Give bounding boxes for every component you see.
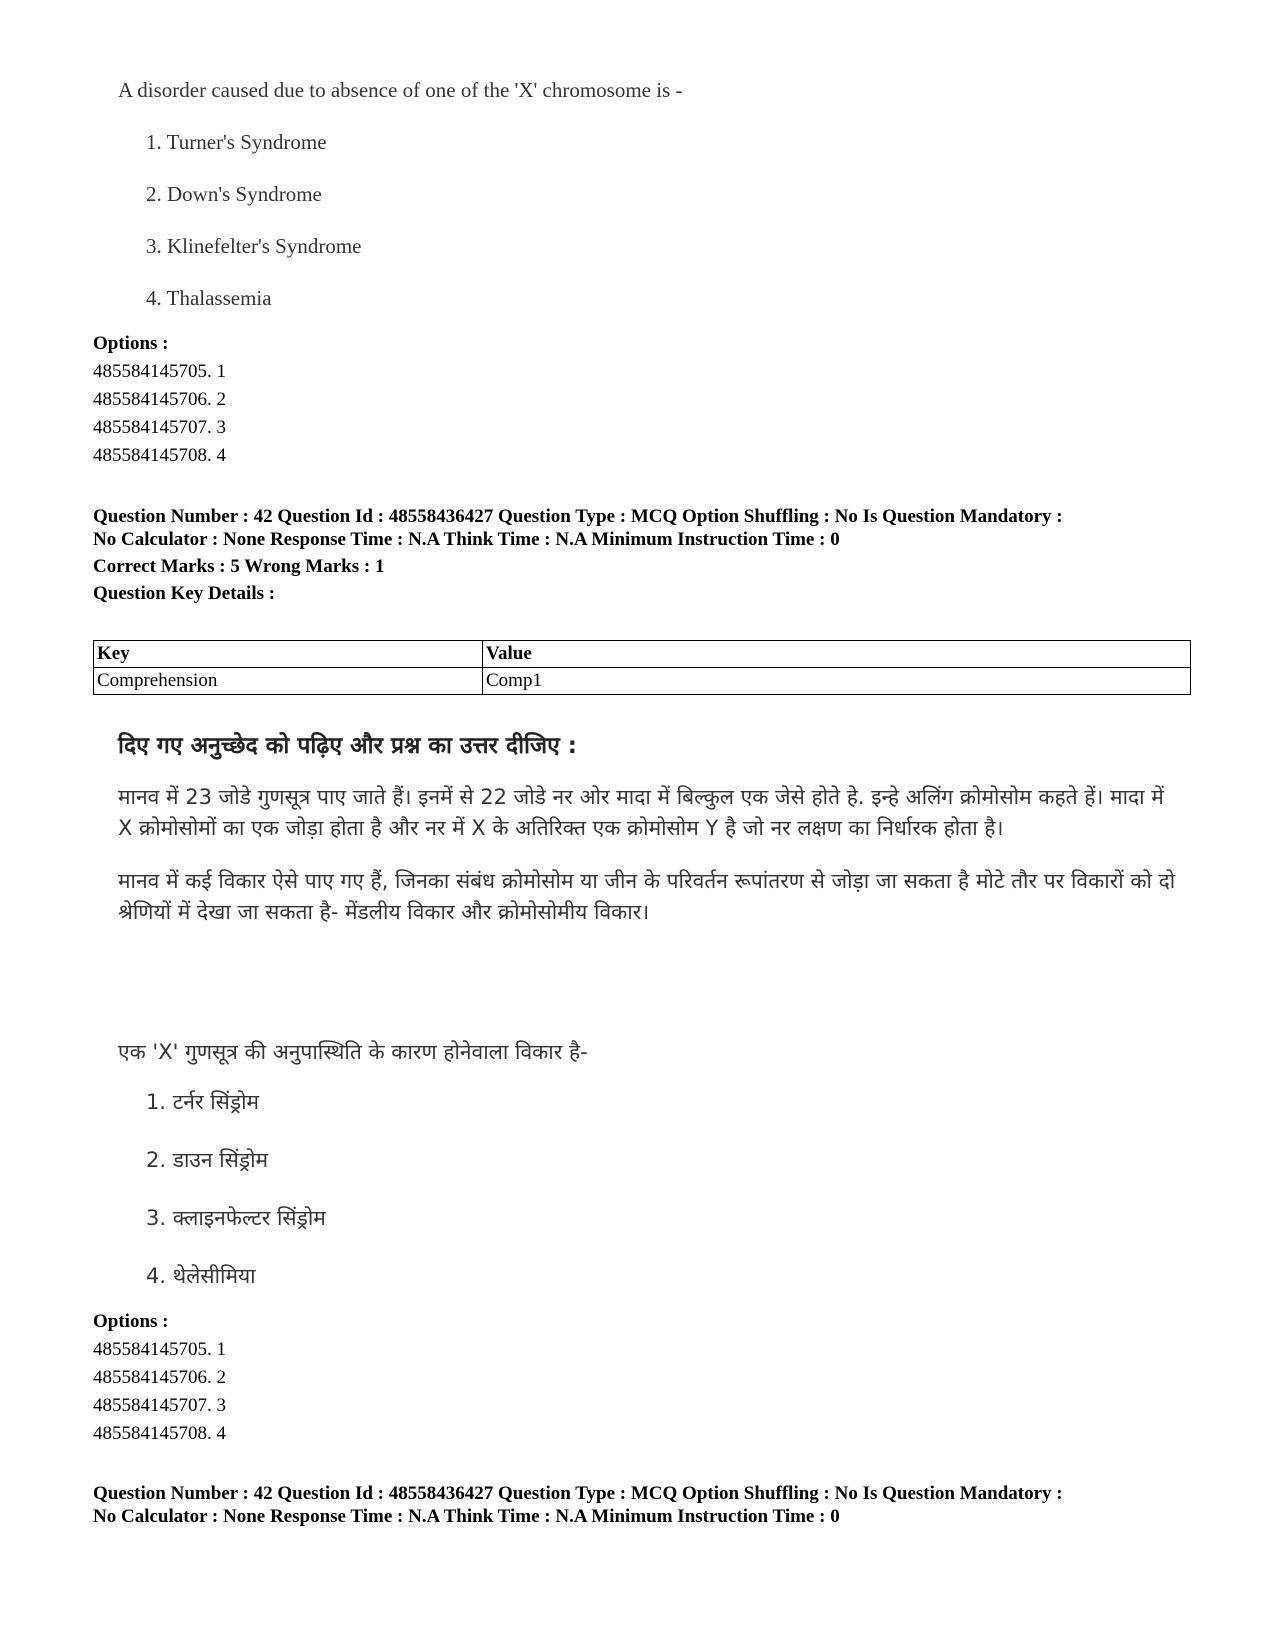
question-stem: A disorder caused due to absence of one of the 'X' chromosome is - [118,78,683,102]
passage-hindi [118,728,1178,950]
option-item: 485584145705. 1 [93,361,226,382]
choice-item: 1. टर्नर सिंड्रोम [146,1090,260,1114]
choice-item: 3. क्लाइनफेल्टर सिंड्रोम [146,1206,326,1230]
options-title: Options : [93,333,169,354]
option-item: 485584145708. 4 [93,445,226,466]
table-cell: Comprehension [94,668,483,695]
marks-line: Correct Marks : 5 Wrong Marks : 1 [93,556,385,577]
table-cell: Comp1 [483,668,1191,695]
meta-line: No Calculator : None Response Time : N.A Think Time : N.A Minimum Instruction Time : 0 [93,1506,840,1527]
option-item: 485584145707. 3 [93,417,226,438]
table-row [94,668,1191,695]
choice-item: 3. Klinefelter's Syndrome [146,234,362,258]
key-details-label: Question Key Details : [93,583,276,604]
option-item: 485584145707. 3 [93,1395,226,1416]
question-stem: एक 'X' गुणसूत्र की अनुपास्थिति के कारण होनेवाला विकार है- [118,1040,588,1064]
choice-item: 4. थेलेसीमिया [146,1264,256,1288]
options-title: Options : [93,1311,169,1332]
passage-title: दिए गए अनुच्छेद को पढ़िए और प्रश्न का उत्तर दीजिए : [118,733,577,759]
question-meta [93,505,1203,605]
meta-line: Question Number : 42 Question Id : 48558436427 Question Type : MCQ Option Shuffling : No Is Question Mandatory : [93,506,1063,527]
choice-item: 2. डाउन सिंड्रोम [146,1148,269,1172]
option-item: 485584145705. 1 [93,1339,226,1360]
passage-paragraph: मानव में कई विकार ऐसे पाए गए हैं, जिनका संबंध क्रोमोसोम या जीन के परिवर्तन रूपांतरण से जोड़ा जा सकता है मोटे तौर पर विकारों को दो श्रेणियों में देखा जा सकता है- मेंडलीय विकार और क्रोमोसोमीय विकार। [118,869,1176,924]
question-english [118,78,1118,337]
table-header-cell: Value [483,641,1191,668]
question-hindi [118,1038,1118,1318]
passage-paragraph: मानव में 23 जोडे गुणसूत्र पाए जाते हैं। इनमें से 22 जोडे नर ओर मादा में बिल्कुल एक जेसे होते हे. इन्हे अलिंग क्रोमोसोम कहते हें। मादा में X क्रोमोसोमों का एक जोड़ा होता है और नर में X के अतिरिक्त एक क्रोमोसोम Y है जो नर लक्षण का निर्धारक होता है। [118,785,1164,840]
choice-item: 1. Turner's Syndrome [146,130,327,154]
table-header-cell: Key [94,641,483,668]
choice-list [118,1086,1118,1292]
meta-line: No Calculator : None Response Time : N.A Think Time : N.A Minimum Instruction Time : 0 [93,529,840,550]
option-item: 485584145708. 4 [93,1423,226,1444]
options-block [93,1308,226,1448]
option-item: 485584145706. 2 [93,1367,226,1388]
choice-item: 2. Down's Syndrome [146,182,322,206]
key-table [93,640,1191,695]
meta-line: Question Number : 42 Question Id : 48558436427 Question Type : MCQ Option Shuffling : No Is Question Mandatory : [93,1483,1063,1504]
options-block [93,330,226,470]
question-meta [93,1482,1203,1528]
choice-item: 4. Thalassemia [146,286,272,310]
choice-list [118,129,1118,311]
table-header-row [94,641,1191,668]
option-item: 485584145706. 2 [93,389,226,410]
